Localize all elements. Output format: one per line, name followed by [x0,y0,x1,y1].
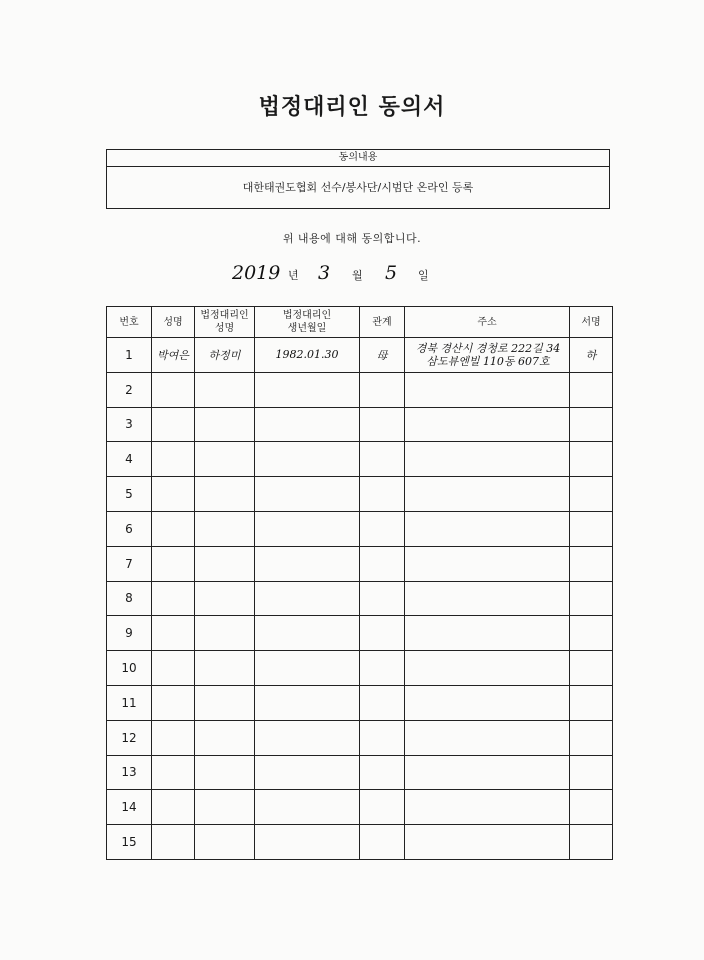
date-line [0,262,704,288]
row-signature [570,372,613,407]
row-guardian-name [195,581,255,616]
row-guardian-birth [255,790,360,825]
row-number: 12 [107,720,152,755]
table-row [107,546,613,581]
row-name [152,407,195,442]
row-guardian-birth [255,442,360,477]
agree-statement: 위 내용에 대해 동의합니다. [282,232,422,245]
row-relation [360,581,405,616]
row-guardian-birth: 1982.01.30 [255,338,360,373]
row-number: 9 [107,616,152,651]
table-header-row [107,307,613,338]
consent-box [106,149,610,209]
row-relation [360,477,405,512]
row-guardian-name [195,407,255,442]
date-day-label: 일 [418,269,429,282]
row-address [405,511,570,546]
row-relation [360,790,405,825]
row-name [152,825,195,860]
row-address [405,546,570,581]
row-number: 11 [107,685,152,720]
row-relation [360,685,405,720]
row-number: 13 [107,755,152,790]
date-year-label: 년 [288,269,299,282]
row-guardian-birth [255,825,360,860]
row-relation [360,407,405,442]
row-number: 10 [107,651,152,686]
table-row [107,511,613,546]
row-guardian-birth [255,581,360,616]
row-signature [570,477,613,512]
row-relation: 母 [360,338,405,373]
row-name [152,651,195,686]
consent-body: 대한태권도협회 선수/봉사단/시범단 온라인 등록 [242,181,474,194]
row-number: 14 [107,790,152,825]
table-row [107,477,613,512]
row-guardian-birth [255,546,360,581]
row-relation [360,511,405,546]
table-row [107,338,613,373]
table-row [107,790,613,825]
row-signature [570,581,613,616]
table-row [107,442,613,477]
row-guardian-name [195,825,255,860]
row-address [405,720,570,755]
row-guardian-birth [255,651,360,686]
row-name [152,685,195,720]
row-signature [570,616,613,651]
row-name [152,755,195,790]
row-signature [570,825,613,860]
row-guardian-birth [255,511,360,546]
row-number: 8 [107,581,152,616]
row-number: 7 [107,546,152,581]
row-relation [360,825,405,860]
table-row [107,581,613,616]
header-signature: 서명 [570,307,613,338]
row-signature [570,407,613,442]
row-name [152,442,195,477]
row-number: 3 [107,407,152,442]
row-relation [360,616,405,651]
row-name [152,581,195,616]
row-signature: 하 [570,338,613,373]
row-guardian-name [195,790,255,825]
row-address: 경북 경산시 경청로 222길 34 삼도뷰엔빌 110동 607호 [405,338,570,373]
row-signature [570,651,613,686]
header-name: 성명 [152,307,195,338]
header-guardian-birth: 법정대리인 생년월일 [255,307,360,338]
row-guardian-name [195,442,255,477]
row-name [152,616,195,651]
row-number: 15 [107,825,152,860]
row-name [152,372,195,407]
row-address [405,790,570,825]
row-signature [570,685,613,720]
row-guardian-birth [255,372,360,407]
row-address [405,477,570,512]
row-signature [570,720,613,755]
header-address: 주소 [405,307,570,338]
row-guardian-name [195,477,255,512]
row-guardian-birth [255,685,360,720]
table-row [107,720,613,755]
guardian-table [106,306,613,860]
row-relation [360,755,405,790]
row-guardian-birth [255,616,360,651]
row-guardian-birth [255,407,360,442]
row-name [152,720,195,755]
row-guardian-name [195,511,255,546]
row-name: 박여은 [152,338,195,373]
table-row [107,685,613,720]
row-guardian-name [195,616,255,651]
header-guardian-name: 법정대리인 성명 [195,307,255,338]
date-month-label: 월 [352,269,363,282]
row-signature [570,546,613,581]
row-number: 5 [107,477,152,512]
row-name [152,477,195,512]
row-address [405,407,570,442]
row-guardian-name [195,546,255,581]
row-address [405,685,570,720]
row-address [405,755,570,790]
row-number: 2 [107,372,152,407]
header-relation: 관계 [360,307,405,338]
row-number: 1 [107,338,152,373]
row-relation [360,651,405,686]
row-relation [360,442,405,477]
consent-header: 동의내용 [107,150,609,167]
table-row [107,825,613,860]
row-signature [570,755,613,790]
row-guardian-name [195,755,255,790]
row-guardian-name [195,685,255,720]
row-signature [570,790,613,825]
date-year-handwritten: 2019 [232,262,281,284]
table-row [107,407,613,442]
row-guardian-name [195,720,255,755]
row-address [405,651,570,686]
row-relation [360,720,405,755]
table-row [107,372,613,407]
row-guardian-name: 하정미 [195,338,255,373]
row-guardian-birth [255,477,360,512]
table-row [107,755,613,790]
row-number: 6 [107,511,152,546]
row-address [405,372,570,407]
row-name [152,790,195,825]
date-month-handwritten: 3 [318,262,331,284]
row-address [405,581,570,616]
row-address [405,616,570,651]
row-relation [360,546,405,581]
row-number: 4 [107,442,152,477]
header-no: 번호 [107,307,152,338]
date-day-handwritten: 5 [385,262,398,284]
row-name [152,546,195,581]
row-address [405,442,570,477]
row-guardian-name [195,372,255,407]
row-name [152,511,195,546]
table-row [107,651,613,686]
row-guardian-name [195,651,255,686]
row-relation [360,372,405,407]
row-signature [570,442,613,477]
table-row [107,616,613,651]
row-address [405,825,570,860]
row-signature [570,511,613,546]
page-title: 법정대리인 동의서 [258,95,446,120]
row-guardian-birth [255,720,360,755]
row-guardian-birth [255,755,360,790]
